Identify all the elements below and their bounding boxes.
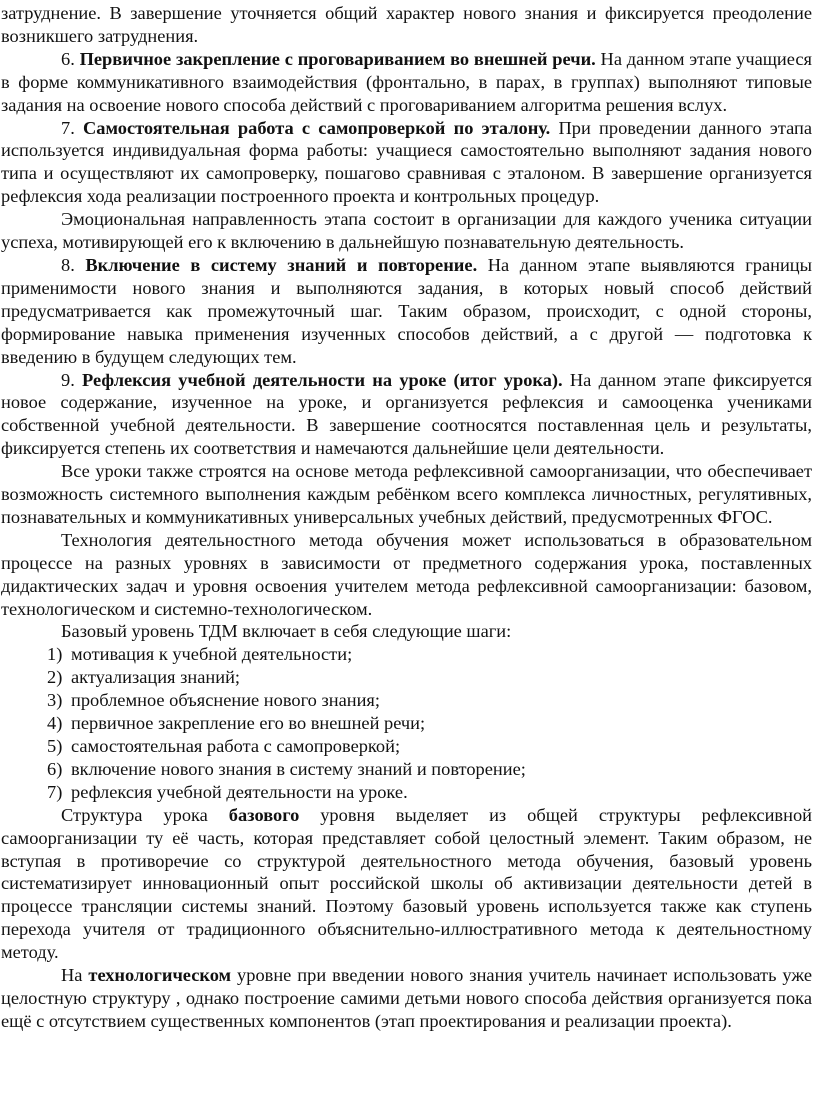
stage-number: 6. [61, 48, 80, 69]
paragraph-technological-level [1, 964, 812, 1033]
paragraph-continuation: затруднение. В завершение уточняется общий характер нового знания и фиксируется преодоление возникшего затруднения. [1, 3, 812, 46]
stage-title: Включение в систему знаний и повторение. [85, 254, 478, 275]
stage-title: Первичное закрепление с проговариванием во внешней речи. [79, 48, 596, 69]
list-item-number: 6) [47, 758, 63, 779]
list-item-text: первичное закрепление его во внешней речи; [71, 713, 426, 734]
list-item-number: 1) [47, 644, 63, 665]
paragraph-reflexive-method: Все уроки также строятся на основе метода рефлексивной самоорганизации, что обеспечивает возможность системного выполнения каждым ребёнком всего комплекса личностных, регулятивных, познавательных и коммуникативных универсальных учебных действий, предусмотренных ФГОС. [1, 461, 812, 527]
text-after: уровня выделяет из общей структуры рефлексивной самоорганизации ту её часть, которая представляет собой целостный элемент. Таким образом, не вступая в противоречие со структурой деятельностного метода обучения, базовый уровень систематизирует инновационный опыт российской школы об активизации деятельности детей в процессе трансляции системы знаний. Поэтому базовый уровень используется также как ступень перехода учителя от традиционного объяснительно-иллюстративного метода к деятельностному методу. [1, 804, 812, 963]
list-item-number: 3) [47, 690, 63, 711]
emphasis-basic: базового [228, 804, 300, 825]
stage-text: При проведении данного этапа используется индивидуальная форма работы: учащиеся самостоятельно выполняют задания нового типа и осуществляют их самопроверку, пошагово сравнивая с эталоном. В завершение организуется рефлексия хода реализации построенного проекта и контрольных процедур. [1, 117, 812, 207]
list-item [1, 712, 812, 735]
list-item [1, 735, 812, 758]
text-before: На [61, 965, 89, 986]
list-item-text: рефлексия учебной деятельности на уроке. [71, 781, 408, 802]
stage-text: На данном этапе фиксируется новое содержание, изученное на уроке, и организуется рефлексия и самооценка учениками собственной учебной деятельности. В завершение соотносятся поставленная цель и результаты, фиксируется степень их соответствия и намечаются дальнейшие цели деятельности. [1, 369, 813, 459]
list-item-number: 7) [47, 781, 63, 802]
basic-level-steps-list [1, 643, 812, 803]
list-item [1, 666, 812, 689]
stage-number: 8. [61, 254, 86, 275]
paragraph-emotional-focus: Эмоциональная направленность этапа состоит в организации для каждого ученика ситуации успеха, мотивирующей его к включению в дальнейшую познавательную деятельность. [1, 209, 812, 253]
text-before: Структура урока [61, 804, 229, 825]
list-item-number: 5) [47, 736, 63, 756]
stage-title: Рефлексия учебной деятельности на уроке (итог урока). [82, 369, 563, 390]
list-item-text: включение нового знания в систему знаний и повторение; [71, 758, 526, 779]
paragraph-technology-levels: Технология деятельностного метода обучения может использоваться в образовательном процессе на разных уровнях в зависимости от предметного содержания урока, поставленных дидактических задач и уровня освоения учителем метода рефлексивной самоорганизации: базовом, технологическом и системно-технологическом. [1, 529, 812, 619]
stage-text: На данном этапе выявляются границы применимости нового знания и выполняются задания, в которых новый способ действий предусматривается как промежуточный шаг. Таким образом, происходит, с одной стороны, формирование навыка применения изученных способов действий, а с другой — подготовка к введению в будущем следующих тем. [1, 254, 813, 367]
paragraph-stage-6 [1, 48, 812, 117]
text-after: уровне при введении нового знания учитель начинает использовать уже целостную структуру , однако построение самими детьми нового способа действия организуется пока ещё с отсутствием существенных компонентов (этап проектирования и реализации проекта). [1, 965, 812, 1031]
list-item-text: проблемное объяснение нового знания; [71, 690, 380, 711]
list-item-text: самостоятельная работа с самопроверкой; [71, 736, 401, 756]
list-item-number: 4) [47, 713, 63, 734]
paragraph-stage-8 [1, 254, 812, 369]
list-item [1, 781, 812, 804]
stage-number: 9. [61, 369, 83, 390]
list-item [1, 689, 812, 712]
paragraph-basic-structure [1, 804, 812, 964]
list-item-text: мотивация к учебной деятельности; [71, 644, 353, 665]
stage-title: Самостоятельная работа с самопроверкой по эталону. [83, 117, 551, 138]
list-item-number: 2) [47, 667, 63, 688]
emphasis-technological: технологическом [88, 965, 232, 986]
stage-number: 7. [61, 117, 84, 138]
paragraph-stage-9 [1, 369, 812, 461]
paragraph-stage-7 [1, 117, 812, 209]
stage-text: На данном этапе учащиеся в форме коммуникативного взаимодействия (фронтально, в парах, в группах) выполняют типовые задания на освоение нового способа действий с проговариванием алгоритма решения вслух. [1, 48, 813, 115]
list-item [1, 758, 812, 781]
list-item-text: актуализация знаний; [71, 667, 241, 688]
paragraph-basic-level-intro: Базовый уровень ТДМ включает в себя следующие шаги: [61, 621, 512, 642]
list-item [1, 643, 812, 666]
